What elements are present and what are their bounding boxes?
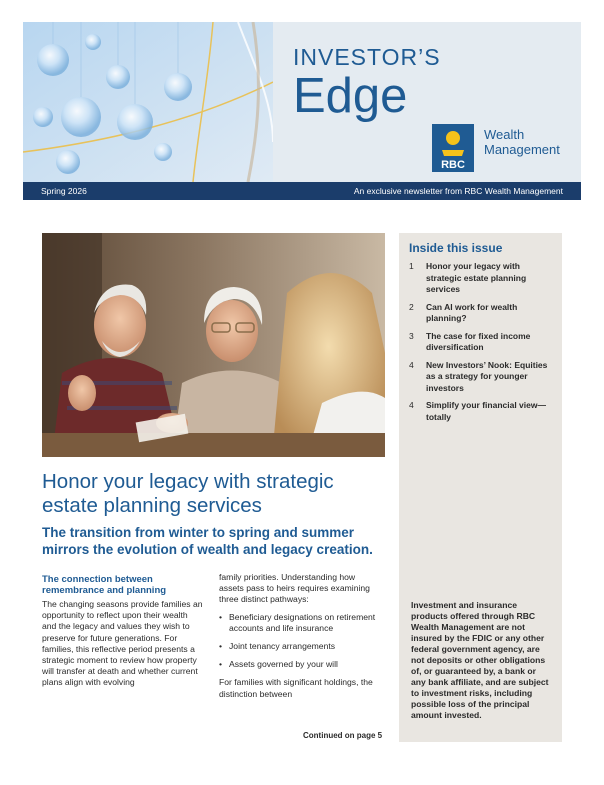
body-paragraph: The changing seasons provide families an opportunity to reflect upon their wealth and the legacy and values they wish to preserve for future generations. For families, this reflective period presents a strategic moment to review how property will transfer at death and whether current plans align with evolving	[42, 599, 203, 688]
toc-item[interactable]	[409, 360, 555, 395]
brand-line-2: Management	[484, 142, 560, 157]
bullet-icon: •	[219, 611, 223, 622]
article-column-2	[219, 572, 379, 700]
bullet-text: Joint tenancy arrangements	[229, 641, 336, 652]
brand-name	[484, 127, 560, 157]
section-heading: The connection between remembrance and planning	[42, 574, 167, 596]
newsletter-title-main: Edge	[293, 69, 408, 123]
toc-item[interactable]	[409, 331, 555, 354]
toc-number: 4	[409, 359, 414, 370]
bullet-item	[219, 641, 379, 652]
bullet-list	[219, 612, 379, 671]
masthead-artwork	[23, 22, 273, 182]
toc-item[interactable]	[409, 400, 555, 423]
bullet-item	[219, 659, 379, 670]
continued-link[interactable]: Continued on page 5	[303, 731, 383, 740]
bullet-item	[219, 612, 379, 634]
article-subhead: The transition from winter to spring and summer mirrors the evolution of wealth and legacy creation.	[42, 525, 373, 557]
toc-number: 4	[409, 400, 414, 410]
sidebar-heading: Inside this issue	[409, 241, 503, 255]
rbc-logo	[432, 124, 474, 172]
toc-item[interactable]	[409, 302, 555, 325]
article-photo	[42, 233, 385, 457]
toc-label: Honor your legacy with strategic estate planning services	[426, 261, 527, 294]
toc-number: 2	[409, 301, 414, 312]
rbc-logo-text: RBC	[441, 159, 465, 171]
toc-label: Can AI work for wealth planning?	[426, 301, 518, 323]
bullet-text: Beneficiary designations on retirement accounts and life insurance	[229, 611, 376, 633]
masthead	[23, 22, 581, 182]
toc-label: Simplify your financial view—totally	[426, 400, 546, 422]
article-column-1	[42, 574, 204, 689]
issue-season: Spring 2026	[41, 186, 87, 196]
body-paragraph: family priorities. Understanding how assets pass to heirs requires examining three distinct pathways:	[219, 572, 370, 605]
newsletter-title-top: INVESTOR’S	[293, 44, 441, 70]
issue-bar	[23, 182, 581, 200]
table-of-contents	[409, 261, 555, 429]
sidebar-inside-issue	[399, 233, 562, 742]
bullet-icon: •	[219, 641, 223, 652]
toc-number: 1	[409, 261, 414, 271]
investment-disclaimer: Investment and insurance products offered through RBC Wealth Management are not insured by the FDIC or any other federal government agency, are not deposits or other obligations of, or guaranteed by, a bank or any bank affiliate, and are subject to investment risks, including possible loss of the principal amount invested.	[411, 600, 549, 720]
brand-line-1: Wealth	[484, 127, 525, 142]
issue-tagline: An exclusive newsletter from RBC Wealth Management	[353, 186, 563, 196]
bullet-text: Assets governed by your will	[229, 659, 338, 670]
toc-label: New Investors’ Nook: Equities as a strategy for younger investors	[426, 359, 548, 393]
toc-number: 3	[409, 330, 414, 341]
toc-label: The case for fixed income diversification	[426, 330, 531, 352]
body-paragraph: For families with significant holdings, the distinction between	[219, 677, 373, 699]
bullet-icon: •	[219, 659, 223, 670]
toc-item[interactable]	[409, 261, 555, 296]
article-headline: Honor your legacy with strategic estate planning services	[42, 470, 334, 517]
